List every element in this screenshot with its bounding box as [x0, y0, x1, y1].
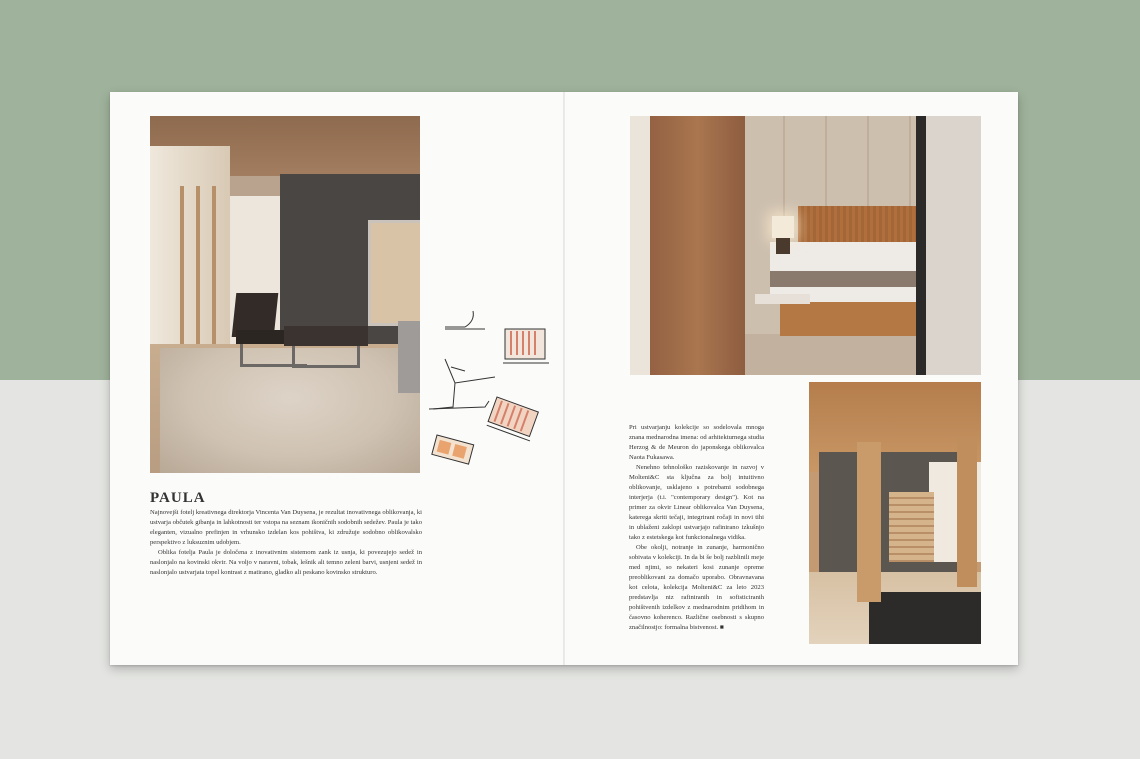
article-heading: PAULA — [150, 490, 206, 506]
right-paragraph: Pri ustvarjanju kolekcije so sodelovala mnoga znana mednarodna imena: od arhitekturnega studia Herzog & de Meuron do japonskega oblikovalca Naota Fukasawa. — [629, 424, 764, 461]
right-paragraph: Obe okolji, notranje in zunanje, harmonično sobivata v kolekciji. In da bi še bolj razblinili meje med njimi, so nekateri kosi zunanje opreme preoblikovani za domačo uporabo. Obravnavana kot celota, kolekcija Molteni&C za leto 2023 predstavlja niz rafiniranih in sofisticiranih pohištvenih izdelkov z mednarodnim pridihom in časovno koherenco. Različne osebnosti s skupno značilnostjo: formalna bistvenost. ■ — [629, 544, 764, 631]
magazine-spread — [110, 92, 1018, 665]
living-room-photo — [150, 116, 420, 473]
chair-sketches — [425, 307, 560, 472]
right-paragraph: Nenehno tehnološko raziskovanje in razvoj v Molteni&C sta ključna za bolj intuitivno oblikovanje, usklajeno s potrebami sodobnega interjerja (t.i. "contemporary design"). Kot na primer za okvir Linear oblikovalca Van Duysena, katerega skriti tečaji, integrirani ročaji in novi tihi in ublaženi zaklopi ustvarjajo rafinirano izkušnjo tako z estetskega kot funkcionalnega vidika. — [629, 464, 764, 541]
staircase-interior-photo — [809, 382, 981, 644]
spread-gutter — [563, 92, 565, 665]
left-article-text — [150, 490, 422, 578]
bedroom-photo — [630, 116, 981, 375]
left-paragraph: Najnovejši fotelj kreativnega direktorja Vincenta Van Duysena, je rezultat inovativnega oblikovanja, ki ustvarja občutek gibanja in lahkotnosti ter vstopa na seznam ikoničnih sodobnih sedežev. Paula je tako eleganten, vizualno prefinjen in vrhunsko izdelan kos pohištva, ki združuje sodobno oblikovalsko perspektivo z luksuznim udobjem. — [150, 509, 422, 546]
right-article-text — [629, 423, 764, 633]
left-paragraph: Oblika fotelja Paula je določena z inovativnim sistemom zank iz usnja, ki povezujejo sedež in naslonjalo na kovinski okvir. Na voljo v naravni, tobak, lešnik ali temno zeleni barvi, usnjeni sedež in naslonjalo ustvarjata topel kontrast z matirano, gladko ali peskano kovinsko strukturo. — [150, 549, 422, 576]
